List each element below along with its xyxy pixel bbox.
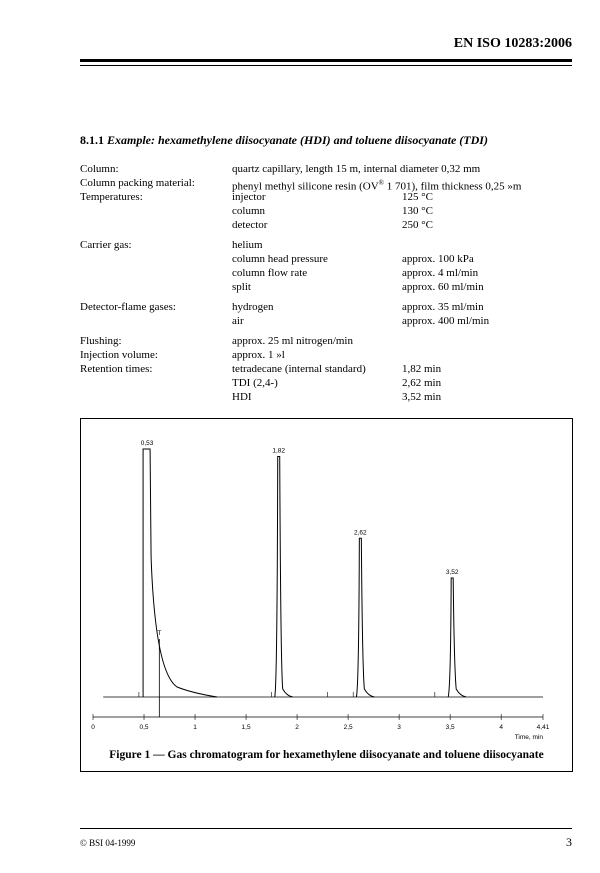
x-tick-label: 1,5: [241, 724, 251, 731]
param-subname: tetradecane (internal standard): [232, 363, 366, 375]
param-row-packing: [80, 176, 580, 193]
param-row-temp-injector: [80, 190, 580, 204]
param-row-carrier-split: [80, 280, 580, 294]
param-value: approx. 60 ml/min: [402, 281, 484, 293]
section-number: 8.1.1: [80, 133, 104, 147]
peak-2: [275, 456, 293, 697]
param-row-retention-tdi: [80, 376, 580, 390]
peak-label-2: 1,82: [272, 447, 286, 455]
peak-label-1: 0,53: [140, 440, 154, 447]
section-heading: [80, 133, 488, 148]
param-value: 130 °C: [402, 205, 433, 217]
peak-1: [143, 449, 217, 697]
param-value: 250 °C: [402, 219, 433, 231]
standard-id: EN ISO 10283:2006: [453, 36, 572, 51]
x-tick-label: 0: [91, 724, 95, 731]
header-rule-thick: [80, 59, 572, 62]
figure-box: [80, 418, 573, 772]
param-row-temp-detector: [80, 218, 580, 232]
x-tick-label: 4,41: [536, 724, 550, 731]
param-label: Detector-flame gases:: [80, 301, 176, 313]
x-tick-label: 4: [499, 724, 503, 731]
param-value: 1,82 min: [402, 363, 442, 375]
param-value: approx. 4 ml/min: [402, 267, 479, 279]
section-title: Example: hexamethylene diisocyanate (HDI) and toluene diisocyanate (TDI): [107, 133, 488, 147]
param-row-flame-hydrogen: [80, 300, 580, 314]
param-row-flame-air: [80, 314, 580, 328]
x-tick-label: 3: [397, 724, 401, 731]
param-value: approx. 35 ml/min: [402, 301, 484, 313]
param-subname: TDI (2,4-): [232, 377, 278, 389]
param-value: phenyl methyl silicone resin (OV® 1 701), film thickness 0,25 »m: [232, 179, 522, 193]
param-value: approx. 25 ml nitrogen/min: [232, 335, 353, 347]
param-label: Column packing material:: [80, 177, 195, 189]
chromatogram-chart: [81, 419, 574, 749]
x-tick-label: 0,5: [139, 724, 149, 731]
param-subname: column flow rate: [232, 267, 308, 279]
param-subname: hydrogen: [232, 301, 274, 313]
figure-caption: Figure 1 — Gas chromatogram for hexamethylene diisocyanate and toluene diisocyanate: [109, 749, 544, 761]
param-row-carrier-flow: [80, 266, 580, 280]
param-row-retention-hdi: [80, 390, 580, 404]
x-tick-label: 3,5: [445, 724, 455, 731]
param-value: approx. 1 »l: [232, 349, 285, 361]
param-value: 125 °C: [402, 191, 433, 203]
peak-label-4: 3,52: [445, 568, 459, 576]
param-label: Column:: [80, 163, 119, 175]
copyright: © BSI 04-1999: [80, 838, 136, 848]
peak-label-3: 2,62: [354, 529, 367, 537]
param-value: helium: [232, 239, 263, 251]
param-value: quartz capillary, length 15 m, internal diameter 0,32 mm: [232, 163, 481, 175]
param-value: 2,62 min: [402, 377, 442, 389]
param-subname: detector: [232, 219, 268, 231]
param-label: Carrier gas:: [80, 239, 132, 251]
param-row-flushing: [80, 334, 580, 348]
param-subname: split: [232, 281, 251, 293]
param-label: Injection volume:: [80, 349, 158, 361]
param-row-carrier: [80, 238, 580, 252]
header-rule-thin: [80, 65, 572, 66]
x-tick-label: 1: [193, 724, 197, 731]
page-number: 3: [566, 835, 572, 849]
param-subname: injector: [232, 191, 266, 203]
param-value: approx. 400 ml/min: [402, 315, 490, 327]
x-tick-label: 2,5: [343, 724, 353, 731]
x-axis-label: Time, min: [514, 734, 543, 741]
param-label: Flushing:: [80, 335, 122, 347]
param-label: Temperatures:: [80, 191, 143, 203]
param-subname: column: [232, 205, 265, 217]
footer-rule: [80, 828, 572, 829]
param-row-temp-column: [80, 204, 580, 218]
marker-glyph: T: [157, 630, 162, 637]
param-label: Retention times:: [80, 363, 153, 375]
param-subname: column head pressure: [232, 253, 328, 265]
param-subname: HDI: [232, 391, 252, 403]
param-row-carrier-pressure: [80, 252, 580, 266]
param-row-retention-tetradecane: [80, 362, 580, 376]
param-row-column: [80, 162, 580, 176]
param-value: 3,52 min: [402, 391, 442, 403]
x-tick-label: 2: [295, 724, 299, 731]
param-value: approx. 100 kPa: [402, 253, 474, 265]
peak-3: [356, 538, 374, 697]
parameters-table: [80, 162, 580, 404]
param-subname: air: [232, 315, 244, 327]
param-row-injection: [80, 348, 580, 362]
peak-4: [448, 578, 466, 697]
